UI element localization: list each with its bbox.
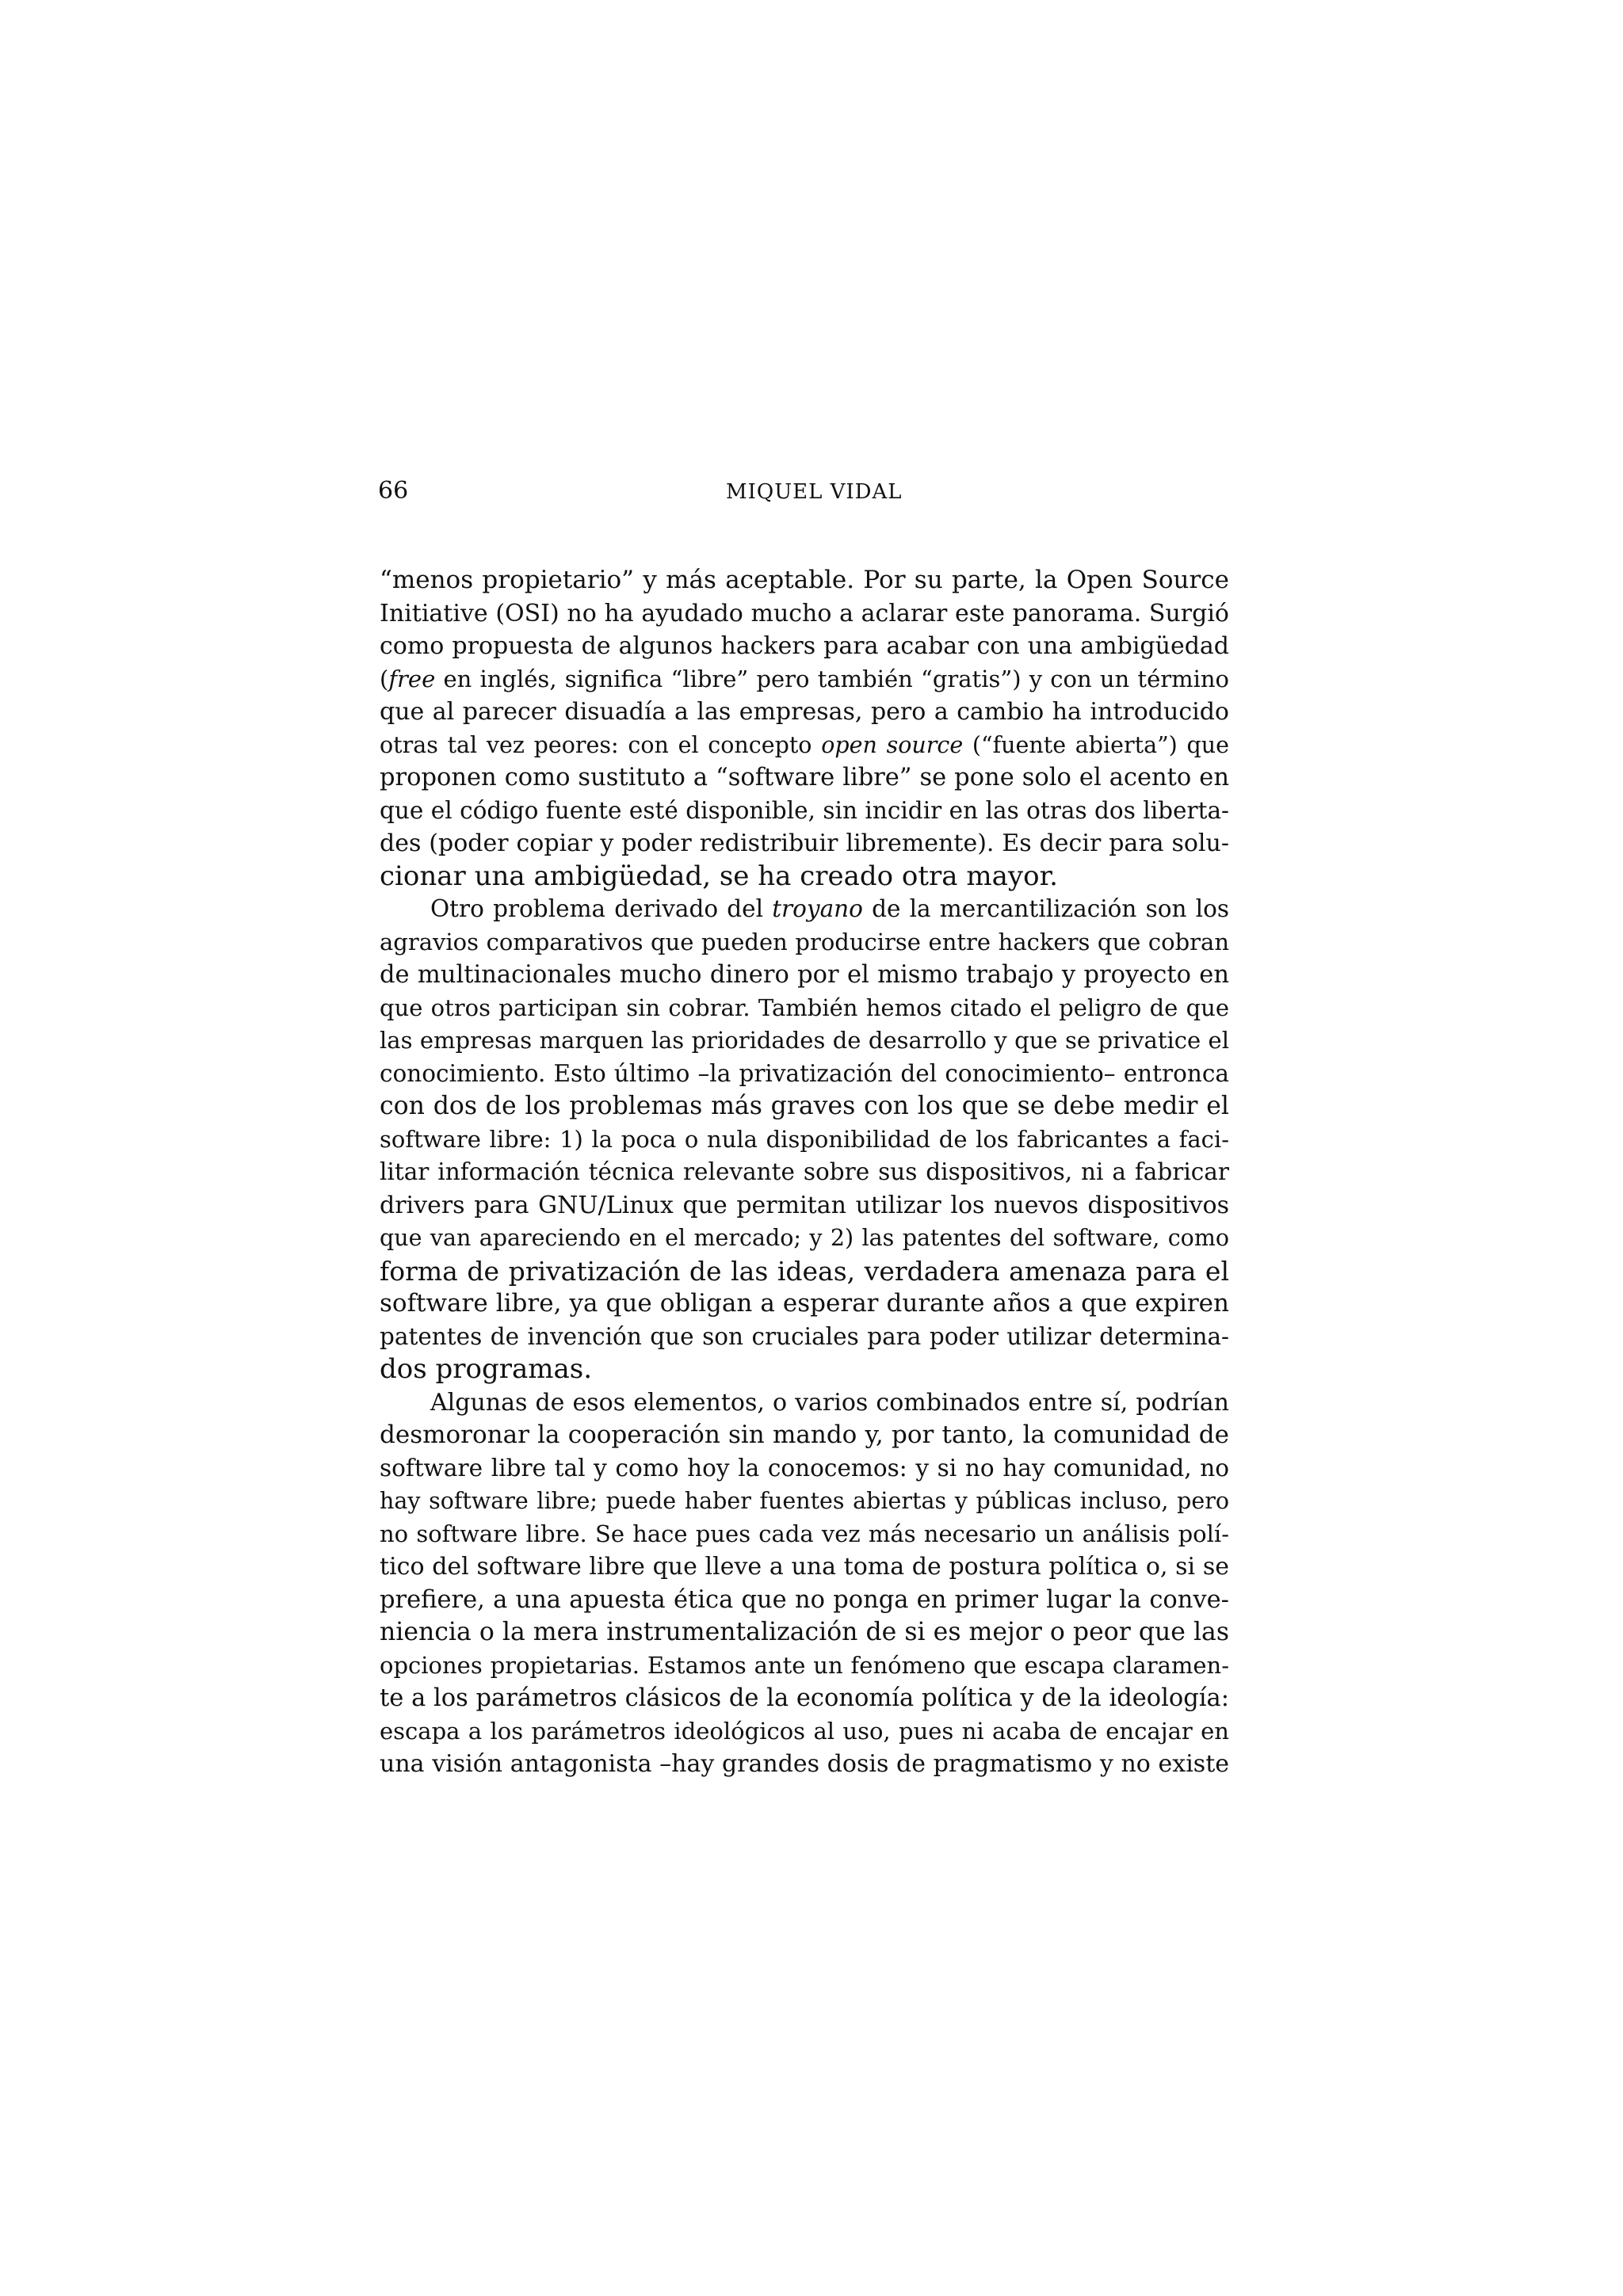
text-segment: opciones propietarias. Estamos ante un fenómeno que escapa claramen- bbox=[380, 1651, 1229, 1679]
text-line bbox=[380, 630, 1229, 663]
paragraph-first-line bbox=[380, 893, 1229, 926]
text-line bbox=[380, 1024, 1229, 1058]
text-line bbox=[380, 1485, 1229, 1518]
italic-text: troyano bbox=[772, 895, 863, 922]
text-segment: te a los parámetros clásicos de la economía política y de la ideología: bbox=[380, 1684, 1229, 1712]
text-segment: Otro problema derivado del bbox=[430, 895, 773, 922]
text-line bbox=[380, 1058, 1229, 1091]
text-segment: que al parecer disuadía a las empresas, pero a cambio ha introducido bbox=[380, 698, 1229, 726]
text-line bbox=[380, 1123, 1229, 1157]
text-segment: desmoronar la cooperación sin mando y, por tanto, la comunidad de bbox=[380, 1421, 1229, 1449]
italic-text: open source bbox=[821, 731, 964, 758]
text-segment: con dos de los problemas más graves con los que se debe medir el bbox=[380, 1092, 1229, 1120]
text-segment: “menos propietario” y más aceptable. Por su parte, la Open Source bbox=[380, 566, 1229, 594]
text-line bbox=[380, 992, 1229, 1025]
text-segment: Initiative (OSI) no ha ayudado mucho a aclarar este panorama. Surgió bbox=[380, 599, 1229, 627]
text-segment: forma de privatización de las ideas, verdadera amenaza para el bbox=[380, 1255, 1229, 1287]
text-line bbox=[380, 696, 1229, 729]
text-line bbox=[380, 597, 1229, 631]
text-line bbox=[380, 761, 1229, 795]
text-segment: Algunas de esos elementos, o varios combinados entre sí, podrían bbox=[430, 1388, 1229, 1417]
text-line bbox=[380, 827, 1229, 860]
text-segment: de la mercantilización son los bbox=[862, 895, 1229, 922]
text-segment: otras tal vez peores: con el concepto bbox=[380, 731, 822, 758]
text-segment: que van apareciendo en el mercado; y 2) las patentes del software, como bbox=[380, 1225, 1229, 1251]
text-segment: como propuesta de algunos hackers para acabar con una ambigüedad bbox=[380, 632, 1229, 660]
text-segment: una visión antagonista –hay grandes dosis de pragmatismo y no existe bbox=[380, 1750, 1229, 1778]
text-segment: software libre, ya que obligan a esperar durante años a que expiren bbox=[380, 1289, 1229, 1318]
text-line bbox=[380, 729, 1229, 762]
text-segment: que el código fuente esté disponible, sin incidir en las otras dos liberta- bbox=[380, 796, 1229, 824]
text-segment: cionar una ambigüedad, se ha creado otra mayor. bbox=[380, 860, 1058, 892]
text-segment: niencia o la mera instrumentalización de si es mejor o peor que las bbox=[380, 1618, 1229, 1646]
text-segment: de multinacionales mucho dinero por el mismo trabajo y proyecto en bbox=[380, 961, 1229, 989]
text-segment: escapa a los parámetros ideológicos al uso, pues ni acaba de encajar en bbox=[380, 1717, 1229, 1745]
running-head: MIQUEL VIDAL bbox=[726, 480, 903, 504]
text-segment: proponen como sustituto a “software libre” se pone solo el acento en bbox=[380, 764, 1229, 791]
italic-text: free bbox=[388, 665, 436, 692]
text-segment: drivers para GNU/Linux que permitan utilizar los nuevos dispositivos bbox=[380, 1191, 1229, 1219]
text-line bbox=[380, 1287, 1229, 1321]
text-segment: las empresas marquen las prioridades de desarrollo y que se privatice el bbox=[380, 1027, 1229, 1054]
text-line bbox=[380, 860, 1229, 894]
text-segment: hay software libre; puede haber fuentes abiertas y públicas incluso, pero bbox=[380, 1488, 1229, 1514]
text-line bbox=[380, 1189, 1229, 1222]
text-line bbox=[380, 1419, 1229, 1452]
text-line bbox=[380, 1255, 1229, 1288]
text-line bbox=[380, 1452, 1229, 1486]
text-line bbox=[380, 564, 1229, 597]
text-line bbox=[380, 1650, 1229, 1683]
text-segment: des (poder copiar y poder redistribuir libremente). Es decir para solu- bbox=[380, 830, 1229, 857]
text-segment: (“fuente abierta”) que bbox=[963, 731, 1229, 758]
text-line bbox=[380, 1222, 1229, 1255]
text-line bbox=[380, 1156, 1229, 1189]
paragraph-first-line bbox=[380, 1386, 1229, 1420]
text-line bbox=[380, 1584, 1229, 1617]
page-number: 66 bbox=[378, 477, 409, 505]
text-segment: ( bbox=[380, 665, 389, 692]
text-line bbox=[380, 1321, 1229, 1354]
text-line bbox=[380, 959, 1229, 992]
text-line bbox=[380, 1616, 1229, 1650]
text-line bbox=[380, 1715, 1229, 1749]
text-segment: tico del software libre que lleve a una toma de postura política o, si se bbox=[380, 1553, 1229, 1581]
text-segment: dos programas. bbox=[380, 1353, 593, 1385]
text-line bbox=[380, 795, 1229, 828]
text-segment: prefiere, a una apuesta ética que no ponga en primer lugar la conve- bbox=[380, 1585, 1229, 1614]
text-segment: no software libre. Se hace pues cada vez más necesario un análisis polí- bbox=[380, 1520, 1229, 1547]
text-segment: litar información técnica relevante sobre sus dispositivos, ni a fabricar bbox=[380, 1158, 1229, 1185]
text-segment: agravios comparativos que pueden producirse entre hackers que cobran bbox=[380, 928, 1229, 955]
text-segment: software libre: 1) la poca o nula disponibilidad de los fabricantes a faci- bbox=[380, 1125, 1229, 1153]
text-line bbox=[380, 1682, 1229, 1715]
text-segment: conocimiento. Esto último –la privatización del conocimiento– entronca bbox=[380, 1059, 1229, 1087]
text-segment: software libre tal y como hoy la conocemos: y si no hay comunidad, no bbox=[380, 1454, 1229, 1482]
text-line bbox=[380, 1748, 1229, 1781]
text-segment: en inglés, significa “libre” pero también “gratis”) y con un término bbox=[435, 665, 1229, 692]
text-segment: patentes de invención que son cruciales para poder utilizar determina- bbox=[380, 1322, 1229, 1350]
text-line bbox=[380, 1518, 1229, 1551]
text-line bbox=[380, 1090, 1229, 1123]
text-line bbox=[380, 663, 1229, 696]
text-segment: que otros participan sin cobrar. También hemos citado el peligro de que bbox=[380, 994, 1229, 1021]
text-line bbox=[380, 926, 1229, 959]
body-text bbox=[380, 564, 1229, 1781]
text-line bbox=[380, 1550, 1229, 1584]
text-line bbox=[380, 1353, 1229, 1386]
